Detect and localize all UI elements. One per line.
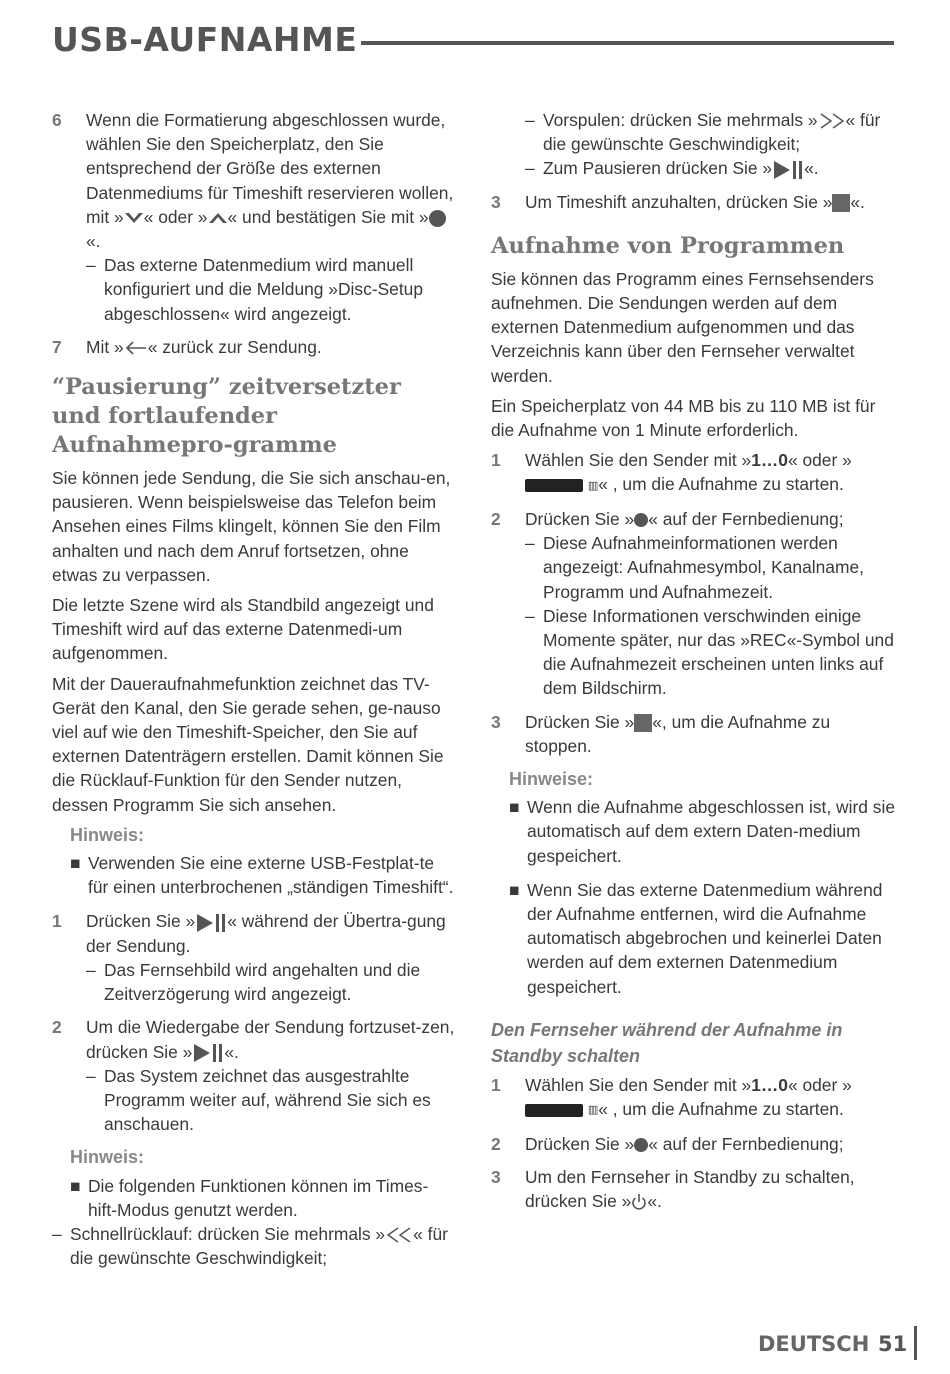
step-text: «. — [224, 1041, 239, 1062]
section-heading: Aufnahme von Programmen — [491, 232, 845, 259]
step-number: 1 — [491, 450, 501, 471]
page-header — [52, 16, 894, 64]
step-number: 1 — [491, 1074, 501, 1095]
stop-icon — [832, 194, 850, 212]
hint-item: ■ Wenn die Aufnahme abgeschlossen ist, wird sie automatisch auf dem extern Daten-medium gespeichert. — [509, 795, 896, 868]
paragraph: Mit der Daueraufnahmefunktion zeichnet das TV-Gerät den Kanal, den Sie gerade sehen, ge-nauso viel auf wie den Timeshift-Speicher, den Sie auf externen Datenträgern erstellen. Damit können Sie die Rücklauf-Funktion für den Sender nutzen, dessen Programm Sie sich ansehen. — [52, 673, 444, 815]
step-6 — [52, 108, 457, 326]
right-column — [491, 108, 896, 1222]
step-text: « während der Übertra-gung der Sendung. — [86, 911, 446, 956]
page-number: 51 — [878, 1332, 908, 1356]
step-3: 3 Um Timeshift anzuhalten, drücken Sie » «. — [491, 190, 896, 214]
ok-icon — [429, 210, 446, 227]
step-number: 7 — [52, 336, 62, 357]
step-text: Drücken Sie » — [86, 911, 196, 932]
standby-step-1: 1 Wählen Sie den Sender mit »1…0« oder » ▥« , um die Aufnahme zu starten. — [491, 1073, 896, 1123]
step-2 — [52, 1015, 457, 1136]
sub-heading: Den Fernseher während der Aufnahme in Standby schalten — [491, 1019, 843, 1066]
step-7 — [52, 335, 457, 359]
bullet-square-icon: ■ — [70, 853, 81, 874]
record-icon — [634, 1138, 648, 1152]
hint-item: ■ Verwenden Sie eine externe USB-Festplat-te für einen unterbrochenen „ständigen Timeshift“. — [70, 851, 457, 899]
play-pause-icon — [772, 160, 804, 180]
standby-step-3: 3 Um den Fernseher in Standby zu schalten, drücken Sie » «. — [491, 1165, 896, 1213]
step-text: Wenn die Formatierung abgeschlossen wurde, wählen Sie den Speicherplatz, den Sie entsprechend der Größe des externen Datenmediums für Timeshift reservieren wollen, mit » — [86, 110, 454, 227]
dash-item: – Diese Aufnahmeinformationen werden angezeigt: Aufnahmesymbol, Kanalname, Programm und Aufnahmezeit. — [525, 533, 864, 602]
guide-icon: ▥ — [587, 479, 599, 492]
hint-title: Hinweise: — [509, 768, 594, 789]
power-icon — [631, 1193, 647, 1211]
key-label: 1…0 — [751, 450, 788, 471]
dash-item: – Das externe Datenmedium wird manuell konfiguriert und die Meldung »Disc-Setup abgeschlossen« wird angezeigt. — [86, 255, 424, 324]
dash-item: – Das Fernsehbild wird angehalten und die Zeitverzögerung wird angezeigt. — [86, 959, 421, 1005]
step-number: 3 — [491, 711, 501, 732]
dash-item: – Schnellrücklauf: drücken Sie mehrmals » « für die gewünschte Geschwindigkeit; — [52, 1223, 448, 1269]
hint-item: ■ Wenn Sie das externe Datenmedium während der Aufnahme entfernen, wird die Aufnahme automatisch abgebrochen und keinerlei Daten werden auf dem externen Datenmedium gespeichert. — [509, 878, 896, 999]
dash-item: – Das System zeichnet das ausgestrahlte Programm weiter auf, während Sie sich es anschauen. — [86, 1065, 431, 1135]
dash-item: – Vorspulen: drücken Sie mehrmals » « für die gewünschte Geschwindigkeit; — [525, 110, 881, 155]
dash-item: – Diese Informationen verschwinden einige Momente später, nur das »REC«-Symbol und die Aufnahmezeit erscheinen unten links auf dem Bildschirm. — [525, 605, 894, 699]
step-number: 2 — [491, 508, 501, 529]
step-number: 2 — [52, 1017, 62, 1038]
header-rule — [361, 41, 894, 45]
rewind-icon — [385, 1226, 413, 1244]
arrow-down-icon — [124, 211, 144, 225]
section-heading: “Pausierung” zeitversetzter und fortlaufender Aufnahmepro-gramme — [52, 374, 401, 459]
step-text: « zurück zur Sendung. — [147, 336, 322, 357]
bullet-square-icon: ■ — [70, 1175, 81, 1196]
left-column — [52, 108, 457, 1270]
hint-title: Hinweis: — [70, 1147, 145, 1168]
step-text: «. — [86, 231, 101, 252]
dash-item: – Zum Pausieren drücken Sie » «. — [525, 158, 819, 179]
play-pause-icon — [195, 913, 227, 933]
step-number: 2 — [491, 1133, 501, 1154]
remote-button-icon — [525, 479, 583, 492]
rec-step-1: 1 Wählen Sie den Sender mit »1…0« oder » ▥« , um die Aufnahme zu starten. — [491, 448, 896, 498]
rec-step-2: 2 Drücken Sie » « auf der Fernbedienung; – Diese Aufnahmeinformationen werden angezeigt: Aufnahmesymbol, Kanalname, Programm und Aufnahmezeit. – Diese Informationen verschwinden einige Momente später, nur das »REC«-Symbol und die Aufnahmezeit erscheinen unten links auf dem Bildschirm. — [491, 507, 896, 701]
hint-item: ■ Die folgenden Funktionen können im Times-hift-Modus genutzt werden. — [70, 1174, 457, 1222]
play-pause-icon — [192, 1043, 224, 1063]
page-footer — [756, 1324, 922, 1364]
fast-forward-icon — [818, 112, 846, 130]
step-number: 3 — [491, 191, 501, 212]
paragraph: Die letzte Szene wird als Standbild angezeigt und Timeshift wird auf das externe Datenmedi-um aufgenommen. — [52, 595, 434, 664]
footer-language: DEUTSCH — [758, 1332, 870, 1356]
guide-icon: ▥ — [587, 1104, 599, 1117]
step-text: « oder » — [143, 206, 208, 227]
key-label: 1…0 — [751, 1074, 788, 1095]
step-text: Mit » — [86, 336, 124, 357]
record-icon — [634, 513, 648, 527]
step-1 — [52, 909, 457, 1006]
bullet-square-icon: ■ — [509, 797, 520, 818]
arrow-up-icon — [208, 211, 228, 225]
paragraph: Sie können jede Sendung, die Sie sich anschau-en, pausieren. Wenn beispielsweise das Telefon beim Ansehen eines Films klingelt, können Sie den Film anhalten und nach dem Anruf fortsetzen, ohne etwas zu verpassen. — [52, 468, 451, 585]
back-arrow-icon — [124, 340, 148, 356]
rec-step-3: 3 Drücken Sie » «, um die Aufnahme zu stoppen. — [491, 710, 896, 758]
standby-step-2: 2 Drücken Sie » « auf der Fernbedienung; — [491, 1132, 896, 1156]
step-number: 1 — [52, 911, 62, 932]
step-text: « und bestätigen Sie mit » — [227, 206, 429, 227]
paragraph: Sie können das Programm eines Fernsehsenders aufnehmen. Die Sendungen werden auf dem externen Datenmedium aufgenommen und das Verzeichnis kann über den Fernseher verwaltet werden. — [491, 268, 874, 386]
paragraph: Ein Speicherplatz von 44 MB bis zu 110 MB ist für die Aufnahme von 1 Minute erforderlich. — [491, 395, 876, 441]
bullet-square-icon: ■ — [509, 879, 520, 900]
step-text: Um die Wiedergabe der Sendung fortzuset-zen, drücken Sie » — [86, 1017, 455, 1062]
remote-button-icon — [525, 1104, 583, 1117]
stop-icon — [634, 714, 652, 732]
step-number: 6 — [52, 110, 62, 130]
footer-rule — [914, 1326, 917, 1360]
hint-title: Hinweis: — [70, 824, 145, 845]
page-title: USB-AUFNAHME — [52, 19, 358, 59]
step-number: 3 — [491, 1166, 501, 1187]
